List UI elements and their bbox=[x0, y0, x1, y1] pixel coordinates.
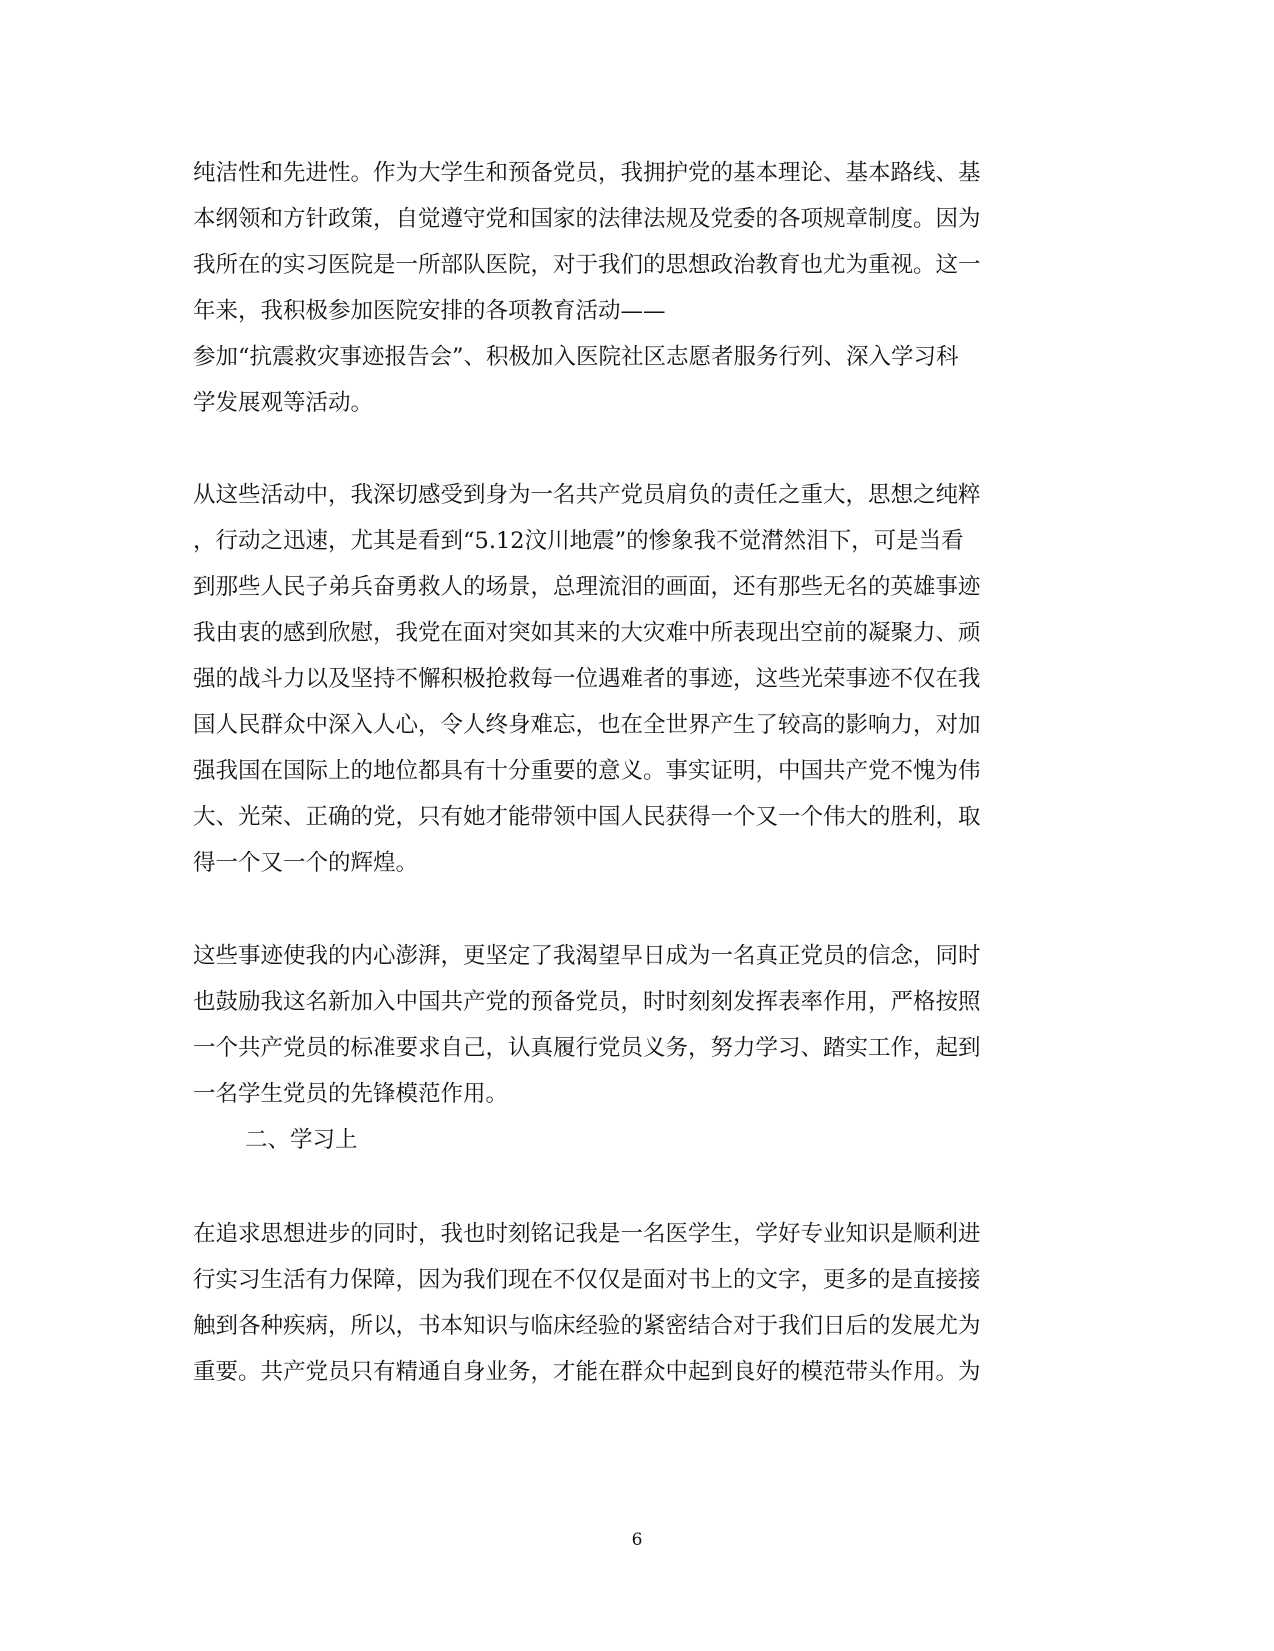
page-number: 6 bbox=[631, 1530, 643, 1550]
text-line: 一个共产党员的标准要求自己，认真履行党员义务，努力学习、踏实工作，起到 bbox=[193, 1035, 981, 1061]
text-line: 得一个又一个的辉煌。 bbox=[193, 850, 419, 876]
text-line: 强我国在国际上的地位都具有十分重要的意义。事实证明，中国共产党不愧为伟 bbox=[193, 758, 981, 784]
text-line: 这些事迹使我的内心澎湃，更坚定了我渴望早日成为一名真正党员的信念，同时 bbox=[193, 943, 981, 969]
text-line: 大、光荣、正确的党，只有她才能带领中国人民获得一个又一个伟大的胜利，取 bbox=[193, 804, 981, 830]
text-line: 在追求思想进步的同时，我也时刻铭记我是一名医学生，学好专业知识是顺利进 bbox=[193, 1221, 981, 1247]
text-line: 本纲领和方针政策，自觉遵守党和国家的法律法规及党委的各项规章制度。因为 bbox=[193, 206, 981, 232]
text-line: 从这些活动中，我深切感受到身为一名共产党员肩负的责任之重大，思想之纯粹 bbox=[193, 482, 981, 508]
text-line: 也鼓励我这名新加入中国共产党的预备党员，时时刻刻发挥表率作用，严格按照 bbox=[193, 989, 981, 1015]
text-line: 纯洁性和先进性。作为大学生和预备党员，我拥护党的基本理论、基本路线、基 bbox=[193, 160, 981, 186]
text-line: 国人民群众中深入人心，令人终身难忘，也在全世界产生了较高的影响力，对加 bbox=[193, 712, 981, 738]
text-line: 强的战斗力以及坚持不懈积极抢救每一位遇难者的事迹，这些光荣事迹不仅在我 bbox=[193, 666, 981, 692]
text-line: 学发展观等活动。 bbox=[193, 390, 374, 416]
text-line: 我所在的实习医院是一所部队医院，对于我们的思想政治教育也尤为重视。这一 bbox=[193, 252, 981, 278]
text-line: 我由衷的感到欣慰，我党在面对突如其来的大灾难中所表现出空前的凝聚力、顽 bbox=[193, 620, 981, 646]
text-line: 行实习生活有力保障，因为我们现在不仅仅是面对书上的文字，更多的是直接接 bbox=[193, 1267, 981, 1293]
text-line: 年来，我积极参加医院安排的各项教育活动—— bbox=[193, 298, 666, 324]
text-line: 一名学生党员的先锋模范作用。 bbox=[193, 1081, 509, 1107]
text-line: 触到各种疾病，所以，书本知识与临床经验的紧密结合对于我们日后的发展尤为 bbox=[193, 1313, 981, 1339]
text-line: 重要。共产党员只有精通自身业务，才能在群众中起到良好的模范带头作用。为 bbox=[193, 1359, 981, 1385]
text-line: 参加“抗震救灾事迹报告会”、积极加入医院社区志愿者服务行列、深入学习科 bbox=[193, 344, 959, 370]
text-line: 到那些人民子弟兵奋勇救人的场景，总理流泪的画面，还有那些无名的英雄事迹 bbox=[193, 574, 981, 600]
text-line: ，行动之迅速，尤其是看到“5.12汶川地震”的惨象我不觉潸然泪下，可是当看 bbox=[193, 528, 964, 554]
section-heading: 二、学习上 bbox=[245, 1127, 358, 1153]
